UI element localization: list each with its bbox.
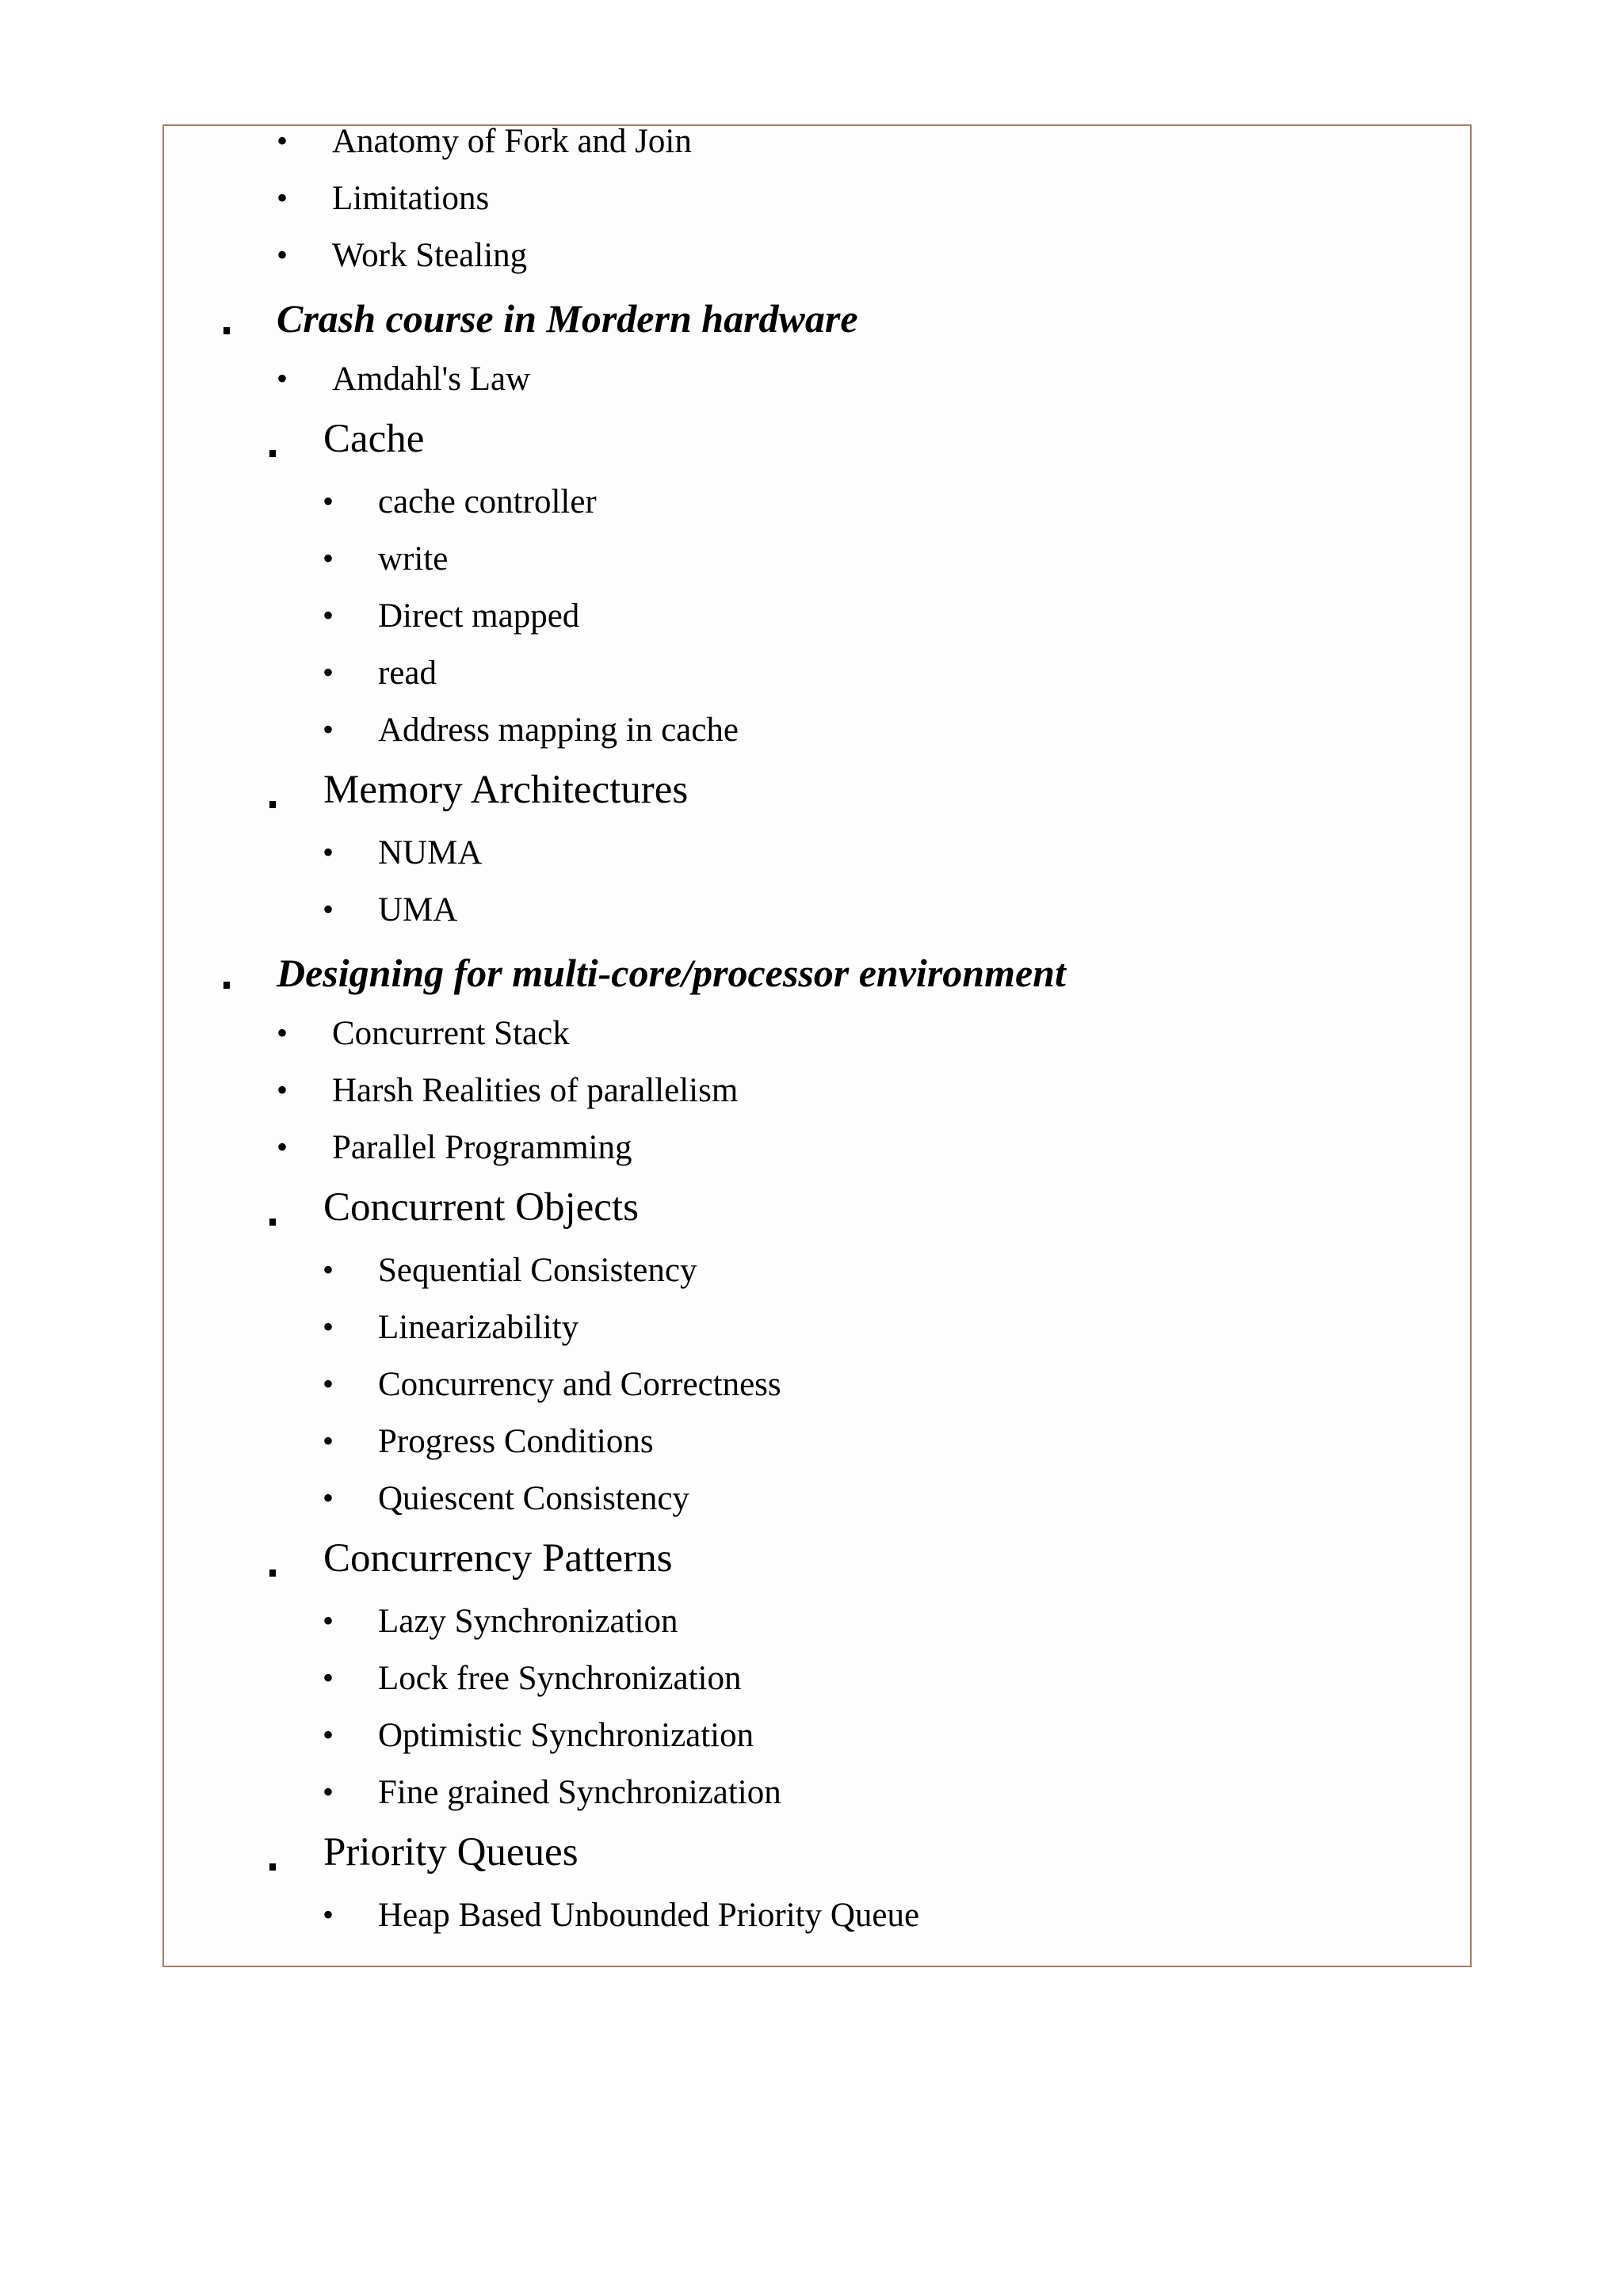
bullet-icon: • [323, 597, 334, 633]
square-bullet-icon [269, 801, 276, 808]
bullet-icon: • [323, 1897, 334, 1932]
subsection-heading: Concurrent Objects [323, 1185, 639, 1230]
bullet-icon: • [323, 834, 334, 870]
list-item: Limitations [332, 180, 490, 217]
list-item: Direct mapped [378, 597, 580, 635]
bullet-icon: • [323, 1774, 334, 1810]
square-bullet-icon [223, 982, 230, 989]
bullet-icon: • [277, 237, 288, 273]
bullet-icon: • [277, 123, 288, 158]
bullet-icon: • [323, 1423, 334, 1459]
list-item: Address mapping in cache [378, 711, 739, 749]
bullet-icon: • [323, 1309, 334, 1344]
list-item: Amdahl's Law [332, 360, 531, 398]
list-item: Optimistic Synchronization [378, 1717, 754, 1754]
list-item: Lock free Synchronization [378, 1660, 742, 1697]
list-item: Heap Based Unbounded Priority Queue [378, 1897, 920, 1934]
list-item: Work Stealing [332, 237, 528, 274]
square-bullet-icon [269, 1219, 276, 1226]
bullet-icon: • [323, 540, 334, 576]
bullet-icon: • [323, 1660, 334, 1695]
bullet-icon: • [323, 483, 334, 519]
list-item: read [378, 654, 437, 692]
list-item: Lazy Synchronization [378, 1603, 678, 1640]
bullet-icon: • [277, 360, 288, 396]
list-item: Concurrent Stack [332, 1015, 570, 1052]
list-item: write [378, 540, 449, 578]
bullet-icon: • [277, 180, 288, 215]
bullet-icon: • [277, 1015, 288, 1051]
subsection-heading: Priority Queues [323, 1830, 579, 1875]
bullet-icon: • [323, 891, 334, 927]
section-heading: Crash course in Mordern hardware [277, 296, 858, 341]
square-bullet-icon [269, 1863, 276, 1871]
list-item: NUMA [378, 834, 483, 871]
bullet-icon: • [323, 1366, 334, 1402]
list-item: Progress Conditions [378, 1423, 654, 1460]
list-item: Sequential Consistency [378, 1252, 697, 1289]
section-heading: Designing for multi-core/processor environment [277, 951, 1066, 995]
square-bullet-icon [269, 450, 276, 457]
bullet-icon: • [277, 1072, 288, 1108]
subsection-heading: Memory Architectures [323, 768, 689, 812]
bullet-icon: • [323, 711, 334, 747]
square-bullet-icon [269, 1569, 276, 1577]
list-item: Harsh Realities of parallelism [332, 1072, 739, 1109]
list-item: UMA [378, 891, 458, 929]
bullet-icon: • [277, 1129, 288, 1165]
subsection-heading: Concurrency Patterns [323, 1536, 673, 1581]
bullet-icon: • [323, 1480, 334, 1516]
bullet-icon: • [323, 654, 334, 690]
list-item: cache controller [378, 483, 597, 521]
list-item: Fine grained Synchronization [378, 1774, 781, 1811]
square-bullet-icon [223, 327, 230, 334]
list-item: Quiescent Consistency [378, 1480, 689, 1517]
list-item: Anatomy of Fork and Join [332, 123, 692, 160]
subsection-heading: Cache [323, 417, 425, 461]
syllabus-frame [162, 124, 1472, 1967]
list-item: Parallel Programming [332, 1129, 632, 1166]
bullet-icon: • [323, 1252, 334, 1287]
bullet-icon: • [323, 1603, 334, 1638]
list-item: Concurrency and Correctness [378, 1366, 781, 1403]
list-item: Linearizability [378, 1309, 579, 1346]
bullet-icon: • [323, 1717, 334, 1753]
